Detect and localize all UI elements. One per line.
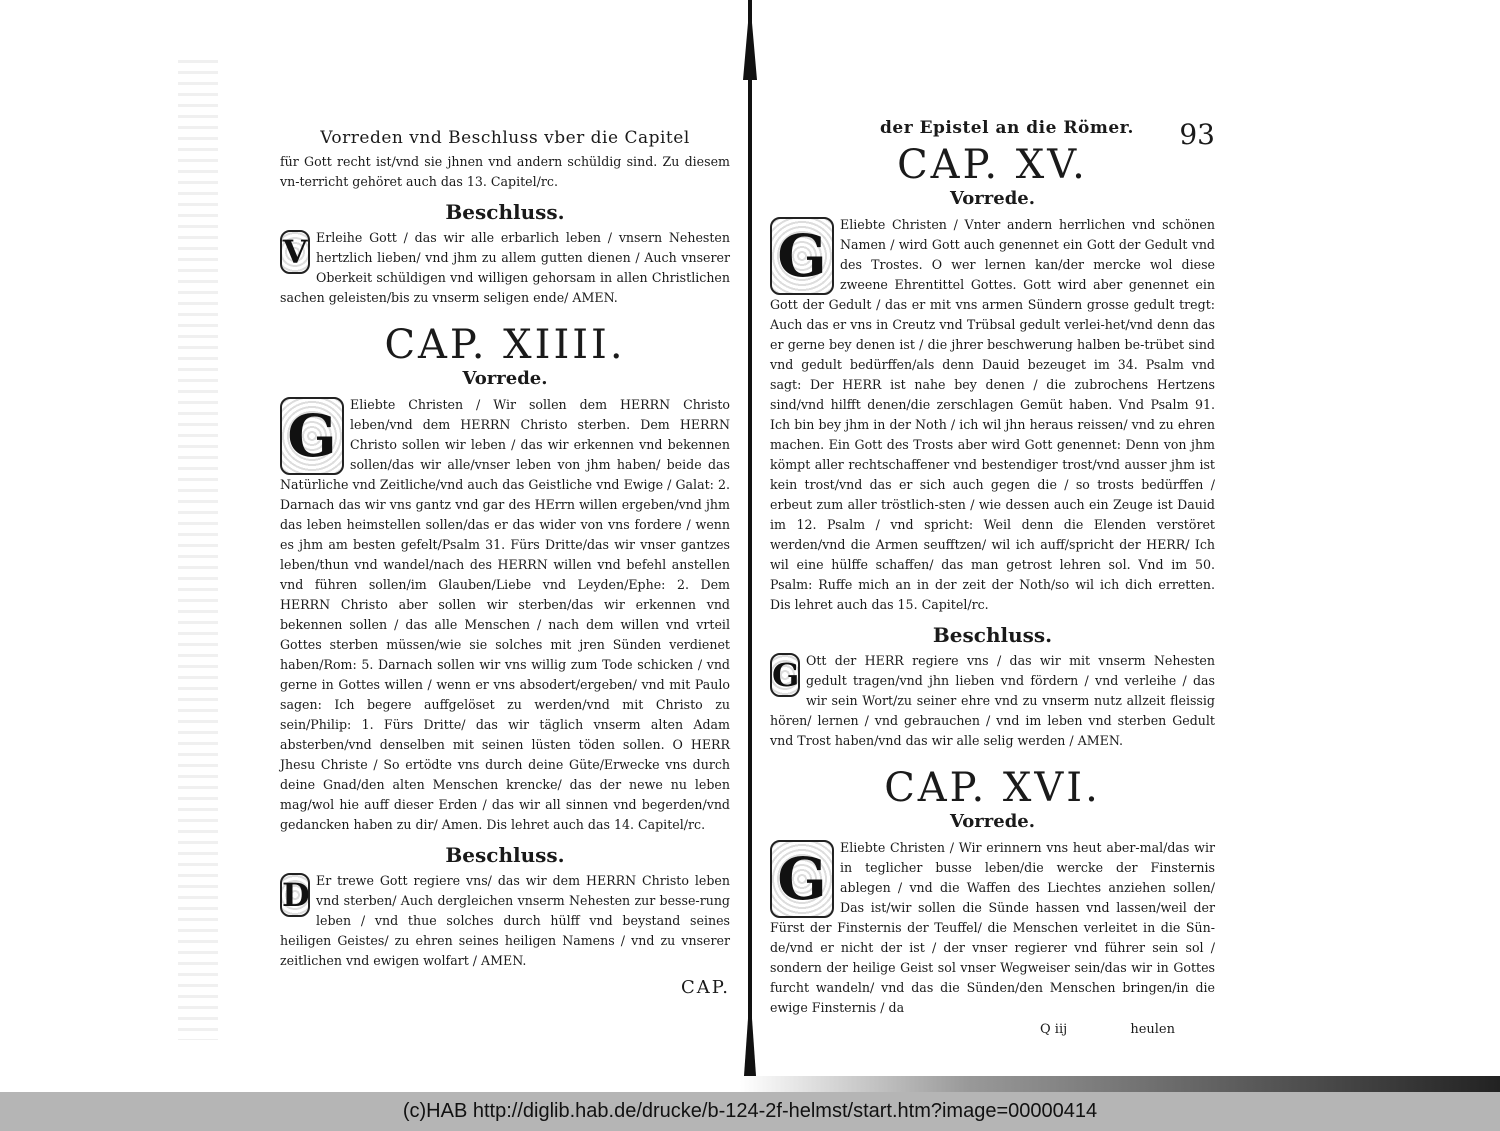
left-beschluss1-heading: Beschluss. — [445, 200, 565, 224]
drop-initial: G — [770, 840, 834, 918]
right-vorrede1 — [770, 215, 1215, 615]
drop-initial: G — [280, 397, 344, 475]
left-catchword: CAP. — [681, 977, 730, 998]
left-vorrede-heading: Vorrede. — [462, 368, 548, 389]
right-running-head: der Epistel an die Römer. — [880, 118, 1134, 138]
right-beschluss-text: Ott der HERR regiere vns / das wir mit vnserm Nehesten gedult tragen/vnd jhn lieben vnd fördern / vnd verleihe / das wir sein Wort/zu seiner ehre vnd zu vnserm nutz allzeit fleissig hören/ lernen / vnd gebrauchen / vnd im leben vnd sterben Gedult vnd Trost haben/vnd das wir alle selig werden / AMEN. — [770, 653, 1215, 748]
gutter-line — [748, 0, 752, 1092]
right-vorrede2-heading: Vorrede. — [949, 811, 1036, 832]
left-beschluss1 — [280, 228, 730, 308]
signature-mark: Q iij — [1040, 1022, 1068, 1037]
left-cap-title: CAP. XIIII. — [384, 322, 626, 368]
right-vorrede1-heading: Vorrede. — [949, 188, 1036, 209]
right-vorrede2 — [770, 838, 1215, 1018]
right-vorrede2-text: Eliebte Christen / Wir erinnern vns heut aber-mal/das wir in teglicher busse leben/die wercke der Finsternis ablegen / vnd die Waffen des Liechtes anziehen sollen/ Das ist/wir sollen die Sünde hassen vnd lassen/weil der Fürst der Finsternis der Teuffel/ die Menschen verleitet in die Sün-de/vnd er nicht der ist / der vnser regierer vnd führer sein sol / sondern der heilige Geist sol vnser Wegweiser sein/das wir in Gottes furcht wandeln/ vnd das die Sünden/den Menschen bringen/in die ewige Finsternis / da — [770, 840, 1215, 1015]
right-cap2-title: CAP. XVI. — [884, 765, 1101, 811]
drop-initial: D — [280, 873, 310, 917]
right-beschluss — [770, 651, 1215, 751]
left-vorrede-text: Eliebte Christen / Wir sollen dem HERRN Christo leben/vnd dem HERRN Christo sterben. Dem HERRN Christo sollen wir leben / das wir erkennen vnd bekennen sollen/das wir alle/vnser leben von jhm haben/ beide das Natürliche vnd Zeitliche/vnd auch das Geistliche vnd Ewige / Galat: 2. Darnach das wir vns gantz vnd gar des HErrn willen ergeben/vnd jhm das leben heimstellen sollen/das er das wider von vns fordere / wenn es jhm am besten gefelt/Psalm 31. Fürs Dritte/das wir vnser gantzes leben/thun vnd wandel/nach des HERRN willen vnd befehl anstellen vnd führen sollen/im Glauben/Liebe vnd Leyden/Ephe: 2. Dem HERRN Christo aber sollen wir sterben/das wir erkennen vnd bekennen sollen / das alle Menschen / nach dem willen vnd vrteil Gottes sterben müssen/wie sie solches mit jren Sünden verdienet haben/Rom: 5. Darnach sollen wir vns willig zum Tode schicken / vnd gerne in Gottes willen / wenn er vns absodert/ergeben/ vnd mit Paulo sagen: Ich begere auffgelöset zu werden/vnd mit Christo zu sein/Philip: 1. Fürs Dritte/ das wir täglich vnserm alten Adam absterben/vnd denselben mit seinen lüsten töden sollen. O HERR Jhesu Christe / So ertödte vns durch deine Güte/Erwecke vns durch deine Gnad/den alten Menschen krencke/ das der newe nu leben mag/wol hie auff dieser Erden / das wir all sinnen vnd begerden/vnd gedancken haben zu dir/ Amen. Dis lehret auch das 14. Capitel/rc. — [280, 397, 730, 832]
right-cap1-title: CAP. XV. — [897, 142, 1088, 188]
signature-line — [770, 1022, 1215, 1037]
right-catchword: heulen — [1130, 1022, 1175, 1037]
page-edge-shadow — [740, 1076, 1500, 1092]
right-page — [770, 118, 1215, 1037]
drop-initial: G — [770, 217, 834, 295]
left-beschluss2-text: Er trewe Gott regiere vns/ das wir dem HERRN Christo leben vnd sterben/ Auch dergleichen vnserm Nehesten zur besse-rung leben / vnd thue solches durch hülff vnd beystand seines heiligen Geistes/ zu ehren seines heiligen Namens / vnd zu vnserer zeitlichen vnd ewigen wolfart / AMEN. — [280, 873, 730, 968]
page-number: 93 — [1179, 118, 1215, 151]
left-running-head: Vorreden vnd Beschluss vber die Capitel — [320, 128, 690, 148]
gutter-spike-bottom — [743, 990, 757, 1090]
drop-initial: G — [770, 653, 800, 697]
book-gutter — [743, 0, 757, 1092]
bleed-through-shadow — [178, 60, 218, 1040]
left-intro-text: für Gott recht ist/vnd sie jhnen vnd andern schüldig sind. Zu diesem vn-terricht gehöret auch das 13. Capitel/rc. — [280, 154, 730, 189]
right-beschluss-heading: Beschluss. — [932, 623, 1053, 647]
left-beschluss2-heading: Beschluss. — [445, 843, 565, 867]
left-beschluss2 — [280, 871, 730, 971]
left-page — [280, 128, 730, 998]
left-beschluss1-text: Erleihe Gott / das wir alle erbarlich leben / vnsern Nehesten hertzlich lieben/ vnd jhm zu allem gutten dienen / Auch vnserer Oberkeit schüldigen vnd willigen gehorsam in allen Christlichen sachen geleisten/bis zu vnserm seligen ende/ AMEN. — [280, 230, 730, 305]
left-vorrede — [280, 395, 730, 835]
drop-initial: V — [280, 230, 310, 274]
gutter-spike-top — [743, 0, 757, 80]
copyright-footer: (c)HAB http://diglib.hab.de/drucke/b-124-2f-helmst/start.htm?image=00000414 — [0, 1092, 1500, 1131]
right-vorrede1-text: Eliebte Christen / Vnter andern herrlichen vnd schönen Namen / wird Gott auch genennet ein Gott der Gedult vnd des Trostes. O wer lernen kan/der mercke wol diese zweene Ehrentittel Gottes. Gott wird aber genennet ein Gott der Gedult / das er mit vns armen Sündern grosse gedult tregt: Auch das er vns in Creutz vnd Trübsal gedult verlei-het/vnd denn das er gerne bey denen ist / die jhrer beschwerung halben be-trübet sind vnd gedult bedürffen/als denn Dauid bezeuget im 34. Psalm vnd sagt: Der HERR ist nahe bey denen / die zubrochens Hertzens sind/vnd hilfft denen/die zerschlagen Gemüt haben. Vnd Psalm 91. Ich bin bey jhm in der Noth / ich wil jhn heraus reissen/ vnd zu ehren machen. Ein Gott des Trosts aber wird Gott genennet: Denn von jhm kömpt aller rechtschaffener vnd bestendiger trost/vnd ausser jhm ist kein trost/vnd das er sich auch gegen die / so trosts bedürffen / erbeut zum aller tröstlich-sten / wie dessen auch ein Zeuge ist Dauid im 12. Psalm / vnd spricht: Weil denn die Elenden verstöret werden/vnd die Armen seufftzen/ wil ich auff/spricht der HERR/ Ich wil eine hülffe schaffen/ das man getrost lehren sol. Vnd im 50. Psalm: Ruffe mich an in der zeit der Noth/so wil ich dich erretten. Dis lehret auch das 15. Capitel/rc. — [770, 217, 1215, 612]
